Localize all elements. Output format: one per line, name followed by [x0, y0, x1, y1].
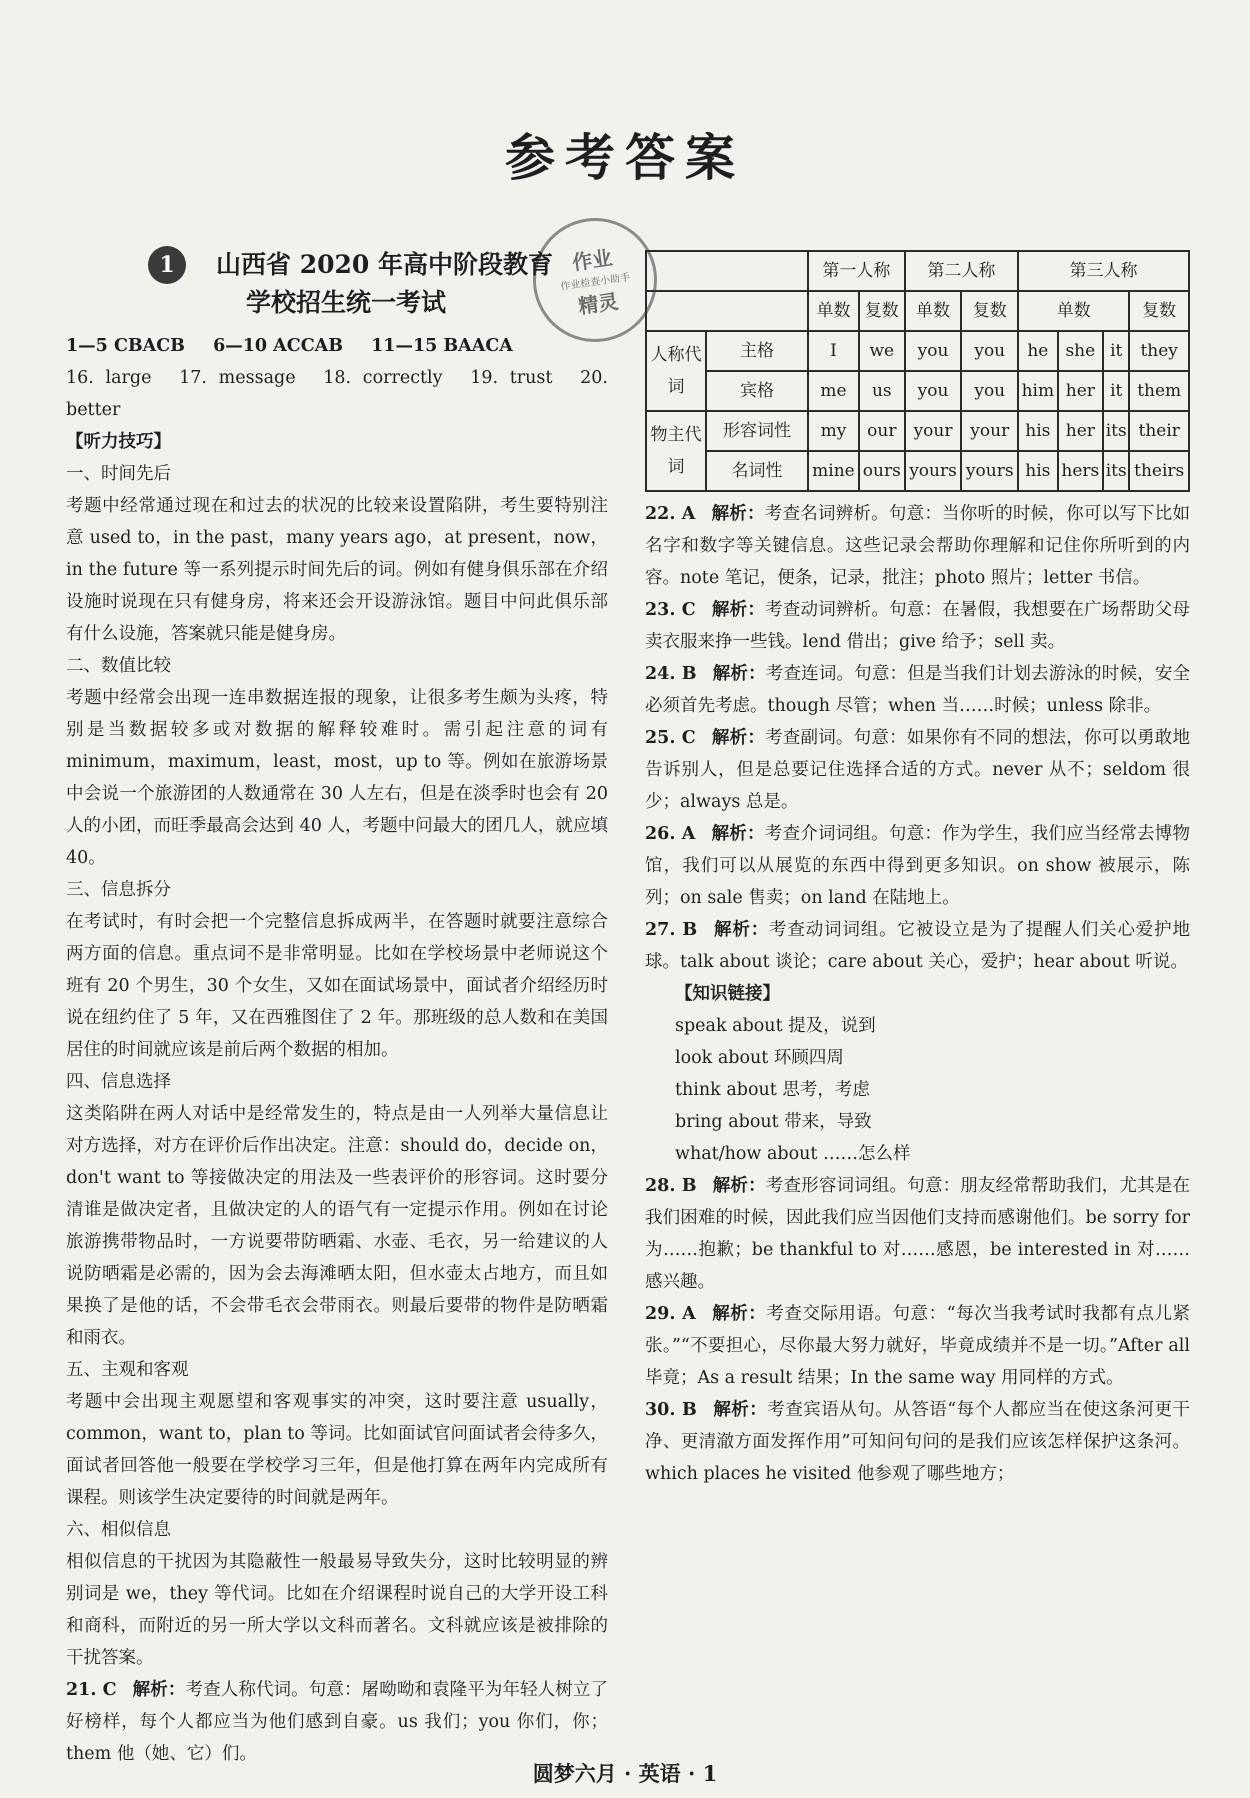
table-cell: yours	[961, 451, 1018, 491]
header-first-person: 第一人称	[808, 251, 905, 291]
question-number: 27. B	[645, 920, 698, 940]
analysis-label: 解析：	[711, 824, 765, 844]
row-group-personal: 人称代词	[646, 331, 706, 411]
header-third-person: 第三人称	[1018, 251, 1189, 291]
right-column	[645, 240, 1190, 1490]
knowledge-label: 【知识链接】	[675, 984, 780, 1004]
question-26	[645, 818, 1190, 914]
table-cell: yours	[905, 451, 962, 491]
question-24	[645, 658, 1190, 722]
table-corner	[646, 251, 808, 291]
table-cell: you	[905, 371, 962, 411]
table-cell: my	[808, 411, 859, 451]
row-label: 宾格	[706, 371, 808, 411]
analysis-text: 考查形容词词组。句意：朋友经常帮助我们，尤其是在我们困难的时候，因此我们应当因他们支持而感谢他们。be sorry for 为……抱歉；be thankful to 对……感恩，be interested in 对……感兴趣。	[645, 1176, 1190, 1292]
table-cell: you	[961, 371, 1018, 411]
tip-heading: 二、数值比较	[66, 656, 171, 676]
header-plural: 复数	[961, 291, 1018, 331]
list-item: speak about 提及，说到	[675, 1016, 876, 1036]
tip-text: 这类陷阱在两人对话中是经常发生的，特点是由一人列举大量信息让对方选择，对方在评价后作出决定。注意：should do，decide on，don't want to 等接做决定的用法及一些表评价的形容词。这时要分清谁是做决定者，且做决定的人的语气有一定提示作用。例如在讨论旅游携带物品时，一方说要带防晒霜、水壶、毛衣，另一给建议的人说防晒霜是必需的，因为会去海滩晒太阳，但水壶太占地方，而且如果换了是他的话，不会带毛衣会带雨衣。则最后要带的物件是防晒霜和雨衣。	[66, 1104, 608, 1348]
tip-heading: 六、相似信息	[66, 1520, 171, 1540]
table-cell: we	[859, 331, 905, 371]
table-cell: you	[961, 331, 1018, 371]
header-singular: 单数	[808, 291, 859, 331]
table-row	[646, 411, 1189, 451]
table-cell: you	[905, 331, 962, 371]
analysis-label: 解析：	[711, 504, 765, 524]
question-number: 26. A	[645, 824, 696, 844]
answer-group-3: 11—15 BAACA	[371, 336, 513, 356]
question-number: 29. A	[645, 1304, 696, 1324]
analysis-text: 考查交际用语。句意：“每次当我考试时我都有点儿紧张。”“不要担心，尽你最大努力就好，毕竟成绩并不是一切。”After all 毕竟；As a result 结果；In the same way 用同样的方式。	[645, 1304, 1190, 1388]
table-cell: me	[808, 371, 859, 411]
table-cell: it	[1103, 331, 1129, 371]
row-label: 主格	[706, 331, 808, 371]
fill-answer: 18. correctly	[323, 368, 443, 388]
table-cell: us	[859, 371, 905, 411]
analysis-text: 考查人称代词。句意：屠呦呦和袁隆平为年轻人树立了好榜样，每个人都应当为他们感到自豪。us 我们；you 你们，你；them 他（她、它）们。	[66, 1680, 609, 1764]
analysis-label: 解析：	[132, 1680, 186, 1700]
table-row	[646, 371, 1189, 411]
list-item: look about 环顾四周	[675, 1048, 844, 1068]
choice-answers	[66, 330, 608, 362]
tip-text: 相似信息的干扰因为其隐蔽性一般最易导致失分，这时比较明显的辨别词是 we，they 等代词。比如在介绍课程时说自己的大学开设工科和商科，而附近的另一所大学以文科而著名。文科就应该是被排除的干扰答案。	[66, 1552, 608, 1668]
question-29	[645, 1298, 1190, 1394]
analysis-text: 考查名词辨析。句意：当你听的时候，你可以写下比如名字和数字等关键信息。这些记录会帮助你理解和记住你所听到的内容。note 笔记，便条，记录，批注；photo 照片；letter 书信。	[645, 504, 1191, 588]
analysis-text: 考查动词辨析。句意：在暑假，我想要在广场帮助父母卖衣服来挣一些钱。lend 借出；give 给予；sell 卖。	[645, 600, 1191, 652]
stamp-middle: 作业检查小助手	[559, 271, 631, 293]
left-column	[66, 246, 608, 1770]
table-cell: theirs	[1129, 451, 1189, 491]
table-cell: your	[961, 411, 1018, 451]
table-cell: he	[1018, 331, 1057, 371]
table-cell: your	[905, 411, 962, 451]
table-cell: mine	[808, 451, 859, 491]
fill-answer: 19. trust	[470, 368, 553, 388]
table-cell: it	[1103, 371, 1129, 411]
analysis-label: 解析：	[711, 1304, 767, 1324]
table-cell: our	[859, 411, 905, 451]
analysis-label: 解析：	[712, 664, 766, 684]
list-item: what/how about ……怎么样	[675, 1144, 911, 1164]
header-singular: 单数	[1018, 291, 1129, 331]
fill-answer: 16. large	[66, 368, 152, 388]
tip-text: 在考试时，有时会把一个完整信息拆成两半，在答题时就要注意综合两方面的信息。重点词不是非常明显。比如在学校场景中老师说这个班有 20 个男生，30 个女生，又如在面试场景中，面试者介绍经历时说在纽约住了 5 年，又在西雅图住了 2 年。那班级的总人数和在美国居住的时间就应该是前后两个数据的相加。	[66, 912, 608, 1060]
page-title: 参考答案	[505, 128, 745, 187]
table-cell: his	[1018, 411, 1057, 451]
section-number-badge: 1	[148, 246, 186, 284]
question-28	[645, 1170, 1190, 1298]
answer-group-2: 6—10 ACCAB	[213, 336, 343, 356]
table-cell: she	[1058, 331, 1104, 371]
question-22	[645, 498, 1190, 594]
analysis-text: 考查动词词组。它被设立是为了提醒人们关心爱护地球。talk about 谈论；care about 关心，爱护；hear about 听说。	[645, 920, 1190, 972]
question-number: 28. B	[645, 1176, 697, 1196]
tip-heading: 五、主观和客观	[66, 1360, 189, 1380]
question-27	[645, 914, 1190, 978]
row-label: 名词性	[706, 451, 808, 491]
table-cell: they	[1129, 331, 1189, 371]
question-30	[645, 1394, 1190, 1490]
page-footer: 圆梦六月 · 英语 · 1	[532, 1761, 718, 1786]
table-cell: him	[1018, 371, 1057, 411]
knowledge-links	[645, 978, 1190, 1170]
table-row	[646, 331, 1189, 371]
stamp-bottom: 精灵	[576, 288, 620, 318]
listening-label: 【听力技巧】	[66, 432, 171, 452]
question-23	[645, 594, 1190, 658]
section-heading	[66, 246, 608, 330]
table-cell: his	[1018, 451, 1057, 491]
question-number: 21. C	[66, 1680, 117, 1700]
tip-heading: 四、信息选择	[66, 1072, 171, 1092]
header-second-person: 第二人称	[905, 251, 1018, 291]
section-title-line2: 学校招生统一考试	[246, 288, 447, 317]
analysis-text: 考查连词。句意：但是当我们计划去游泳的时候，安全必须首先考虑。though 尽管；when 当……时候；unless 除非。	[645, 664, 1190, 716]
analysis-label: 解析：	[712, 1400, 768, 1420]
question-25	[645, 722, 1190, 818]
tip-heading: 三、信息拆分	[66, 880, 171, 900]
analysis-text: 考查介词词组。句意：作为学生，我们应当经常去博物馆，我们可以从展览的东西中得到更多知识。on show 被展示，陈列；on sale 售卖；on land 在陆地上。	[645, 824, 1191, 908]
header-plural: 复数	[859, 291, 905, 331]
table-cell: her	[1058, 371, 1104, 411]
table-row	[646, 451, 1189, 491]
analysis-label: 解析：	[713, 920, 770, 940]
table-cell: its	[1103, 451, 1129, 491]
question-number: 23. C	[645, 600, 696, 620]
tip-text: 考题中会出现主观愿望和客观事实的冲突，这时要注意 usually，common，want to，plan to 等词。比如面试官问面试者会待多久，面试者回答他一般要在学校学习三年，但是他打算在两年内完成所有课程。则该学生决定要待的时间就是两年。	[66, 1392, 608, 1508]
analysis-label: 解析：	[712, 1176, 766, 1196]
table-cell: her	[1058, 411, 1104, 451]
question-21	[66, 1674, 608, 1770]
fill-answer: 17. message	[179, 368, 296, 388]
analysis-label: 解析：	[711, 728, 766, 748]
table-corner	[646, 291, 808, 331]
question-number: 24. B	[645, 664, 697, 684]
fill-answer: 20. better	[66, 368, 608, 420]
row-label: 形容词性	[706, 411, 808, 451]
list-item: bring about 带来，导致	[675, 1112, 872, 1132]
table-cell: them	[1129, 371, 1189, 411]
question-number: 30. B	[645, 1400, 697, 1420]
table-cell: their	[1129, 411, 1189, 451]
analysis-text: 考查宾语从句。从答语“每个人都应当在使这条河更干净、更清澈方面发挥作用”可知问句问的是我们应该怎样保护这条河。which places he visited 他参观了哪些地方；	[645, 1400, 1190, 1484]
analysis-label: 解析：	[711, 600, 766, 620]
pronoun-table	[645, 250, 1190, 492]
row-group-possessive: 物主代词	[646, 411, 706, 491]
tip-heading: 一、时间先后	[66, 464, 171, 484]
question-number: 22. A	[645, 504, 696, 524]
section-title-line1: 山西省 2020 年高中阶段教育	[216, 250, 553, 279]
table-cell: I	[808, 331, 859, 371]
table-cell: hers	[1058, 451, 1104, 491]
tip-text: 考题中经常通过现在和过去的状况的比较来设置陷阱，考生要特别注意 used to，in the past，many years ago，at present，now，in the future 等一系列提示时间先后的词。例如有健身俱乐部在介绍设施时说现在只有健身房，将来还会开设游泳馆。题目中问此俱乐部有什么设施，答案就只能是健身房。	[66, 496, 608, 644]
analysis-text: 考查副词。句意：如果你有不同的想法，你可以勇敢地告诉别人，但是总要记住选择合适的方式。never 从不；seldom 很少；always 总是。	[645, 728, 1191, 812]
tip-text: 考题中经常会出现一连串数据连报的现象，让很多考生颇为头疼，特别是当数据较多或对数据的解释较难时。需引起注意的词有 minimum，maximum，least，most，up to 等。例如在旅游场景中会说一个旅游团的人数通常在 30 人左右，但是在淡季时也会有 20 人的小团，而旺季最高会达到 40 人，考题中问最大的团几人，就应填 40。	[66, 688, 608, 868]
question-number: 25. C	[645, 728, 696, 748]
section-title	[216, 246, 553, 322]
stamp-top: 作业	[570, 245, 614, 275]
table-cell: ours	[859, 451, 905, 491]
answer-group-1: 1—5 CBACB	[66, 336, 185, 356]
header-singular: 单数	[905, 291, 962, 331]
list-item: think about 思考，考虑	[675, 1080, 870, 1100]
header-plural: 复数	[1129, 291, 1189, 331]
fill-answers	[66, 362, 608, 426]
table-cell: its	[1103, 411, 1129, 451]
